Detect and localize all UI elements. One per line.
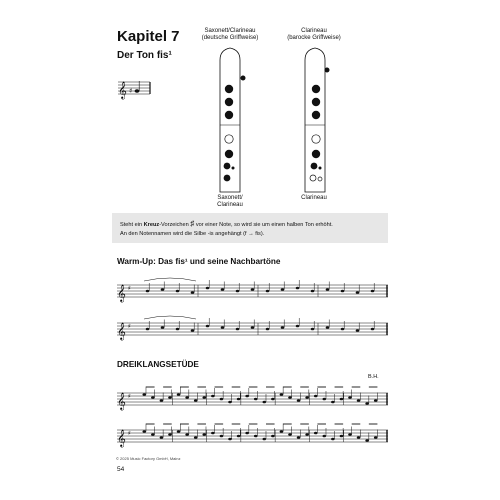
note-head — [160, 399, 164, 402]
note-head — [151, 396, 155, 399]
note-head — [311, 290, 315, 293]
note-head — [202, 433, 206, 436]
note-head — [251, 326, 255, 329]
sharp-symbol-icon: ♯ — [190, 219, 195, 228]
note-head — [371, 328, 375, 331]
note-head — [146, 290, 150, 293]
chapter-subtitle: Der Ton fis¹ — [117, 50, 172, 61]
note-head — [288, 396, 292, 399]
note-head — [220, 398, 224, 401]
note-head — [211, 432, 215, 435]
note-head — [228, 401, 232, 404]
note-head — [340, 435, 344, 438]
info-line-1 — [120, 219, 388, 230]
treble-clef-icon: 𝄞 — [117, 429, 126, 447]
left-instrument-diagram — [220, 48, 246, 192]
note-head — [357, 399, 361, 402]
left-instrument-label-line2: (deutsche Griffweise) — [201, 35, 259, 41]
note-head — [374, 399, 378, 402]
left-caption-line1: Saxonett/ — [217, 195, 243, 201]
note-head — [281, 288, 285, 291]
note-head — [296, 287, 300, 290]
note-head — [220, 435, 224, 438]
note-head — [340, 398, 344, 401]
note-head — [348, 396, 352, 399]
note-head — [297, 436, 301, 439]
note-head — [161, 326, 165, 329]
treble-clef-icon: 𝄞 — [118, 81, 127, 99]
note-head — [177, 430, 181, 433]
note-head — [341, 290, 345, 293]
note-head — [191, 329, 195, 332]
note-head — [202, 396, 206, 399]
key-sharp-icon: ♯ — [128, 323, 131, 330]
note-head — [331, 438, 335, 441]
info-line1-mid: -Vorzeichen — [159, 222, 191, 228]
info-line1-bold: Kreuz — [143, 222, 160, 228]
note-head — [146, 328, 150, 331]
info-line1-pre: Steht ein — [120, 222, 144, 228]
note-head — [341, 328, 345, 331]
note-head — [280, 430, 284, 433]
note-head — [374, 436, 378, 439]
note-head — [254, 435, 258, 438]
note-head — [326, 288, 330, 291]
right-instrument-label-line1: Clarineau — [301, 28, 327, 34]
note-head — [161, 288, 165, 291]
key-sharp-icon: ♯ — [128, 393, 131, 400]
note-head — [365, 402, 369, 405]
left-instrument-label-line1: Saxonett/Clarineau — [204, 28, 256, 34]
note-head — [331, 401, 335, 404]
note-head — [221, 288, 225, 291]
note-head — [357, 436, 361, 439]
right-caption-line1: Clarineau — [301, 195, 327, 201]
note-head — [151, 433, 155, 436]
warmup-title: Warm-Up: Das fis¹ und seine Nachbartöne — [117, 257, 281, 266]
key-sharp-icon: ♯ — [128, 430, 131, 437]
left-caption-line2: Clarineau — [217, 202, 243, 208]
note-head — [206, 325, 210, 328]
info-line-2: An den Notennamen wird die Silbe -is angehängt (f → fis). — [120, 231, 265, 237]
note-head — [262, 401, 266, 404]
note-head — [237, 398, 241, 401]
slur — [144, 316, 196, 319]
note-head — [356, 329, 360, 332]
note-head — [297, 399, 301, 402]
note-head — [177, 393, 181, 396]
note-head — [365, 439, 369, 442]
treble-clef-icon: 𝄞 — [117, 284, 126, 302]
note-head — [314, 395, 318, 398]
note-head — [305, 396, 309, 399]
note-head — [322, 435, 326, 438]
note-head — [194, 399, 198, 402]
note-head — [281, 326, 285, 329]
note-head — [311, 328, 315, 331]
slur — [144, 278, 196, 281]
note-head — [254, 398, 258, 401]
note-head — [266, 328, 270, 331]
note-head — [314, 432, 318, 435]
note-head — [296, 325, 300, 328]
note-head — [271, 398, 275, 401]
note-head — [176, 290, 180, 293]
note-head — [266, 290, 270, 293]
note-head — [236, 328, 240, 331]
note-head — [236, 290, 240, 293]
note-head — [185, 396, 189, 399]
note-head — [245, 395, 249, 398]
etude-staff-2 — [117, 424, 388, 448]
note-head — [228, 438, 232, 441]
note-head — [191, 291, 195, 294]
note-head — [237, 435, 241, 438]
note-head — [245, 432, 249, 435]
treble-clef-icon: 𝄞 — [117, 392, 126, 410]
note-head — [326, 326, 330, 329]
note-head — [271, 435, 275, 438]
note-head — [142, 430, 146, 433]
etude-title: DREIKLANGSETÜDE — [117, 360, 199, 369]
note-head — [142, 393, 146, 396]
note-head — [280, 393, 284, 396]
note-head — [305, 433, 309, 436]
info-text — [120, 219, 388, 239]
info-line1-post: vor einer Note, so wird sie um einen halben Ton erhöht. — [194, 222, 333, 228]
page-number: 54 — [117, 466, 125, 473]
warmup-staff-2 — [117, 316, 388, 340]
etude-staff-1 — [117, 387, 388, 411]
chapter-title: Kapitel 7 — [117, 28, 180, 45]
note-head — [348, 433, 352, 436]
note-head — [168, 396, 172, 399]
note-head — [160, 436, 164, 439]
key-sharp-icon: ♯ — [128, 285, 131, 292]
note-head — [251, 288, 255, 291]
treble-clef-icon: 𝄞 — [117, 322, 126, 340]
sharp-icon: ♯ — [129, 87, 133, 95]
copyright-notice: © 2025 Music Factory GmbH, Mainz — [116, 456, 181, 461]
note-head — [176, 328, 180, 331]
note-head — [322, 398, 326, 401]
note-head — [356, 291, 360, 294]
note-head — [371, 290, 375, 293]
note-head — [262, 438, 266, 441]
note-head — [194, 436, 198, 439]
note-head — [185, 433, 189, 436]
composer-initials: B.H. — [368, 374, 379, 380]
right-instrument-diagram — [305, 48, 330, 192]
note-head — [206, 287, 210, 290]
note-head — [288, 433, 292, 436]
note-head — [221, 326, 225, 329]
warmup-staff-1 — [117, 278, 388, 302]
note-head — [168, 433, 172, 436]
right-instrument-label-line2: (barocke Griffweise) — [287, 35, 341, 41]
note-head — [211, 395, 215, 398]
note-head — [135, 89, 140, 93]
